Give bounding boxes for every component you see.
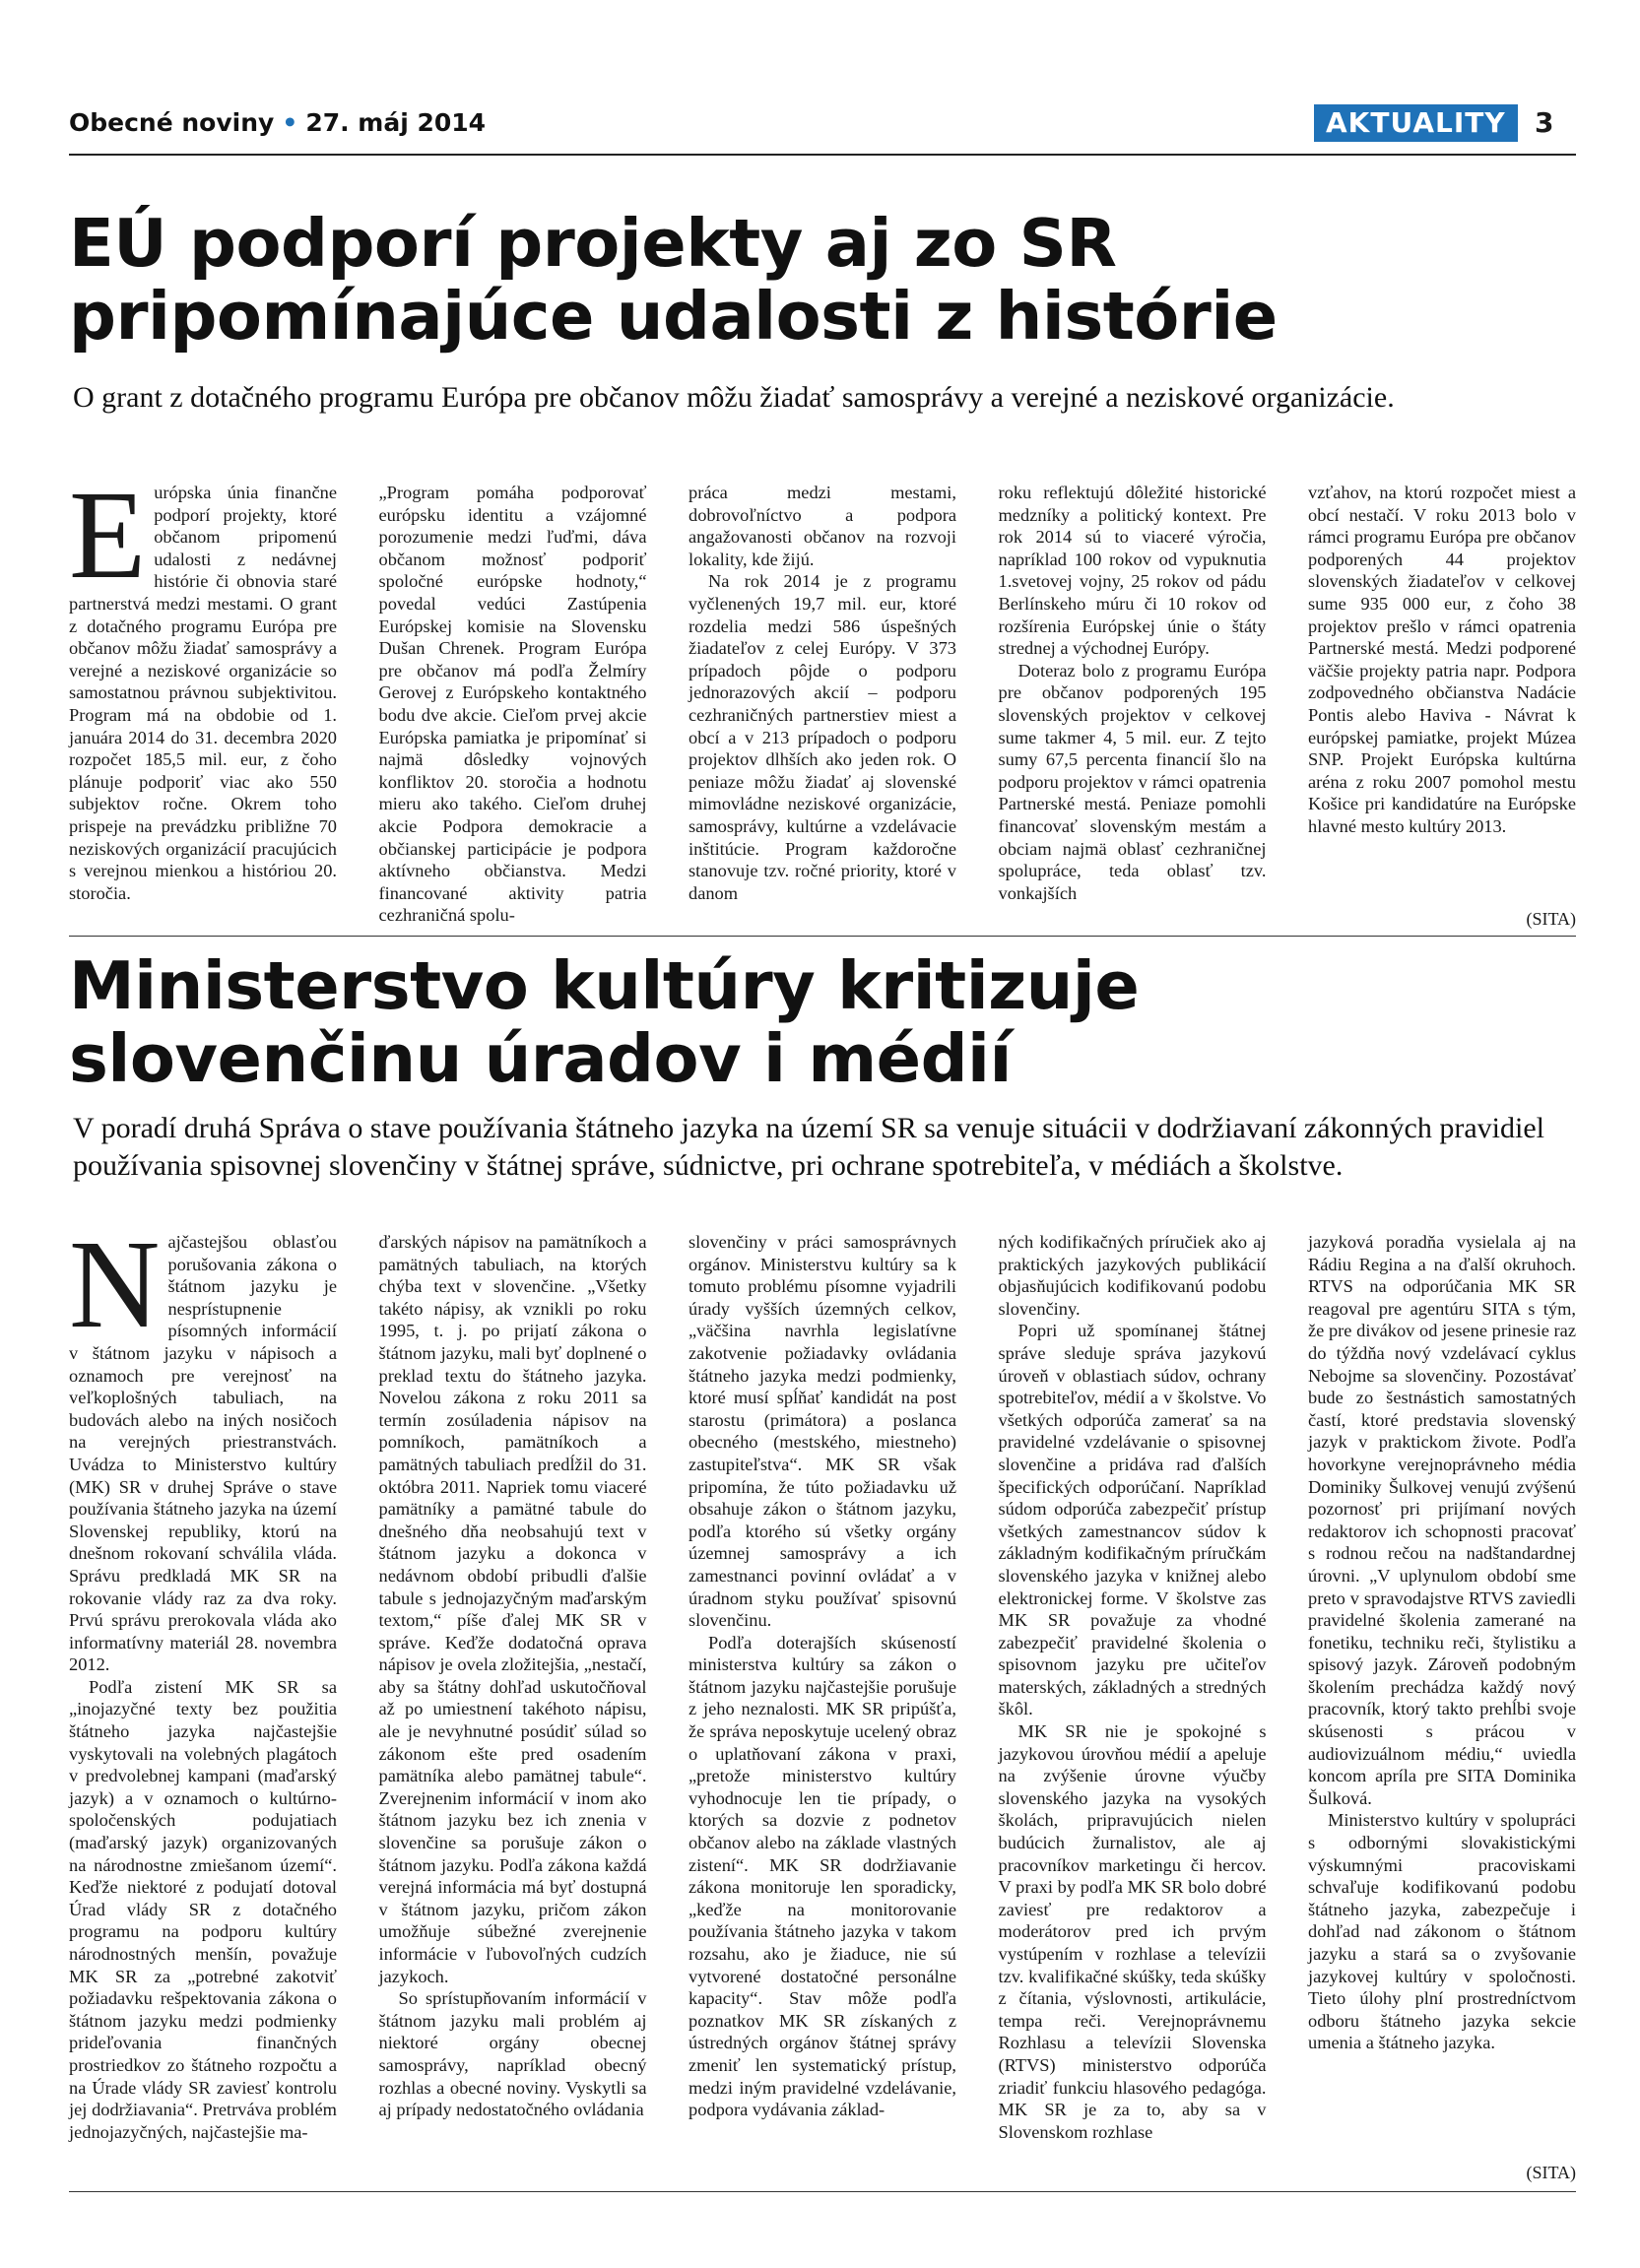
article1-headline-line2: pripomínajúce udalosti z histórie: [69, 278, 1278, 355]
article1-lead: O grant z dotačného programu Európa pre občanov môžu žiadať samosprávy a verejné a neziskové organizácie.: [73, 381, 1395, 414]
article2-headline-line1: Ministerstvo kultúry kritizuje: [69, 947, 1140, 1024]
article1-column-2: [378, 482, 647, 926]
article-divider: [69, 936, 1576, 937]
article1-paragraph: Doteraz bolo z programu Európa pre občanov podporených 195 slovenských projektov v celkovej sume takmer 4, 5 mil. eur. Z tejto sumy 67,5 percenta financií šlo na podporu projektov v rámci opatrenia Partnerské mestá. Peniaze pomohli financovať slovenským mestám a obciam najmä oblasť cezhraničnej spolupráce, teda oblasť tzv. vonkajších: [998, 660, 1267, 903]
article1-source: (SITA): [1526, 909, 1576, 929]
newspaper-name: [69, 108, 486, 137]
article1-paragraph: Európska únia finančne podporí projekty, ktoré občanom pripomenú udalosti z nedávnej histórie či obnovia staré partnerstvá medzi mestami. O grant z dotačného programu Európa pre občanov môžu žiadať samosprávy a verejné a neziskové organizácie so samostatnou právnou subjektivitou. Program má na obdobie od 1. januára 2014 do 31. decembra 2020 rozpočet 185,5 mil. eur, z čoho plánuje podporiť viac ako 550 subjektov ročne. Okrem toho prispeje na prevádzku približne 70 neziskových organizácií pracujúcich s verejnou mienkou a históriou 20. storočia.: [69, 465, 337, 903]
header-divider: [69, 154, 1576, 156]
article2-paragraph: ďarských nápisov na pamätníkoch a pamätných tabuliach, na ktorých chýba text v slovenčine. „Všetky takéto nápisy, ak vznikli po roku 1995, t. j. po prijatí zákona o štátnom jazyku, mali byť doplnené o preklad textu do štátneho jazyka. Novelou zákona z roku 2011 sa termín zosúladenia nápisov na pomníkoch, pamätníkoch a pamätných tabuliach predĺžil do 31. októbra 2011. Napriek tomu viaceré pamätníky a pamätné tabule do dnešného dňa neobsahujú text v štátnom jazyku a dokonca v nedávnom období pribudli ďalšie tabule s jednojazyčným maďarským textom,“ píše ďalej MK SR v správe. Keďže dodatočná oprava nápisov je ovela zložitejšia, „nestačí, aby sa štátny dohľad uskutočňoval až po umiestnení takéhoto nápisu, ale je nevyhnutné posúdiť súlad so zákonom ešte pred osadením pamätníka alebo pamätnej tabule“. Zverejnenim informácií v inom ako štátnom jazyku bez ich znenia v slovenčine sa porušuje zákon o štátnom jazyku. Podľa zákona každá verejná informácia má byť dostupná v štátnom jazyku, pričom zákon umožňuje súbežné zverejnenie informácie v ľubovoľných cudzích jazykoch.: [378, 1232, 647, 1986]
page-header: [69, 104, 1576, 146]
article2-paragraph: Najčastejšou oblasťou porušovania zákona o štátnom jazyku je nesprístupnenie písomných informácií v štátnom jazyku v nápisoch a oznamoch pre verejnosť na veľkoplošných tabuliach, na budovách alebo na iných nosičoch na verejných priestranstvách. Uvádza to Ministerstvo kultúry (MK) SR v druhej Správe o stave používania štátneho jazyka na území Slovenskej republiky, ktorú na dnešnom rokovaní schválila vláda. Správu predkladá MK SR na rokovanie vlády raz za dva roky. Prvú správu prerokovala vláda ako informatívny materiál 28. novembra 2012.: [69, 1214, 337, 1675]
article2-column-3: [689, 1231, 956, 2157]
article1-paragraph: Na rok 2014 je z programu vyčlenených 19,7 mil. eur, ktoré rozdelia medzi 586 úspešných žiadateľov z celej Európy. V 373 prípadoch pôjde o podporu jednorazových akcií – podporu cezhraničných partnerstiev miest a obcí a v 213 prípadoch o podporu projektov dlhších ako jeden rok. O peniaze môžu žiadať aj slovenské mimovládne neziskové organizácie, samosprávy, kultúrne a vzdelávacie inštitúcie. Program každoročne stanovuje tzv. ročné priority, ktoré v danom: [689, 571, 956, 903]
article2-lead: V poradí druhá Správa o stave používania štátneho jazyka na území SR sa venuje situácii v dodržiavaní zákonných pravidiel používania spisovnej slovenčiny v štátnej správe, súdnictve, pri ochrane spotrebiteľa, v médiách a školstve.: [73, 1112, 1544, 1182]
article1-column-1: [69, 465, 337, 903]
article2-paragraph: Podľa doterajších skúseností ministerstva kultúry sa zákon o štátnom jazyku najčastejšie porušuje z jeho neznalosti. MK SR pripúšťa, že správa neposkytuje ucelený obraz o uplatňovaní zákona v praxi, „pretože ministerstvo kultúry vyhodnocuje len tie prípady, o ktorých sa dozvie z podnetov občanov alebo na základe vlastných zistení“. MK SR dodržiavanie zákona monitoruje len sporadicky, „keďže na monitorovanie používania štátneho jazyka v takom rozsahu, ako je žiaduce, nie sú vytvorené dostatočné personálne kapacity“. Stav môže podľa poznatkov MK SR získaných z ústredných orgánov štátnej správy zmeniť len systematický prístup, medzi iným pravidelné vzdelávanie, podpora vydávania základ-: [689, 1632, 956, 2120]
article2-headline-line2: slovenčinu úradov i médií: [69, 1020, 1012, 1097]
article2-body: [69, 1214, 1576, 2157]
article2-column-5: [1308, 1231, 1576, 2157]
article2-paragraph: slovenčiny v práci samosprávnych orgánov. Ministerstvu kultúry sa k tomuto problému písomne vyjadrili úrady vyšších územných celkov, „väčšina navrhla legislatívne zakotvenie požiadavky ovládania štátneho jazyka medzi podmienky, ktoré musí spĺňať kandidát na post starostu (primátora) a poslanca obecného (mestského, miestneho) zastupiteľstva“. MK SR však pripomína, že túto požiadavku už obsahuje zákon o štátnom jazyku, podľa ktorého sú všetky orgány územnej samosprávy a ich zamestnanci povinní ovládať a v úradnom styku používať spisovnú slovenčinu.: [689, 1232, 956, 1631]
article2-paragraph: MK SR nie je spokojné s jazykovou úrovňou médií a apeluje na zvýšenie úrovne výučby slovenského jazyka na vysokých školách, pripravujúcich nielen budúcich žurnalistov, ale aj pracovníkov marketingu či hercov. V praxi by podľa MK SR bolo dobré zaviesť pre redaktorov a moderátorov pred ich prvým vystúpením v rozhlase a televízii tzv. kvalifikačné skúšky, teda skúšky z čítania, výslovnosti, artikulácie, tempa reči. Verejnoprávnemu Rozhlasu a televízii Slovenska (RTVS) ministerstvo odporúča zriadiť funkciu hlasového pedagóga. MK SR je za to, aby sa v Slovenskom rozhlase: [998, 1721, 1267, 2142]
issue-date: 27. máj 2014: [305, 108, 487, 137]
article1-paragraph: „Program pomáha podporovať európsku identitu a vzájomné porozumenie medzi ľuďmi, dáva občanom možnosť podporiť spoločné európske hodnoty,“ povedal vedúci Zastúpenia Európskej komisie na Slovensku Dušan Chrenek. Program Európa pre občanov má podľa Želmíry Gerovej z Európskeho kontaktného bodu dve akcie. Cieľom prvej akcie Európska pamiatka je pripomínať si najmä dôsledky vojnových konfliktov 20. storočia a hodnotu mieru ako takého. Cieľom druhej akcie Podpora demokracie a občianskej participácie je podpora aktívneho občianstva. Medzi financované aktivity patria cezhraničná spolu-: [378, 483, 647, 926]
article1-paragraph: práca medzi mestami, dobrovoľníctvo a podpora angažovanosti občanov na rozvoji lokality, kde žijú.: [689, 483, 956, 569]
article2-paragraph: Podľa zistení MK SR sa „inojazyčné texty bez použitia štátneho jazyka najčastejšie vyskytovali na volebných plagátoch v predvolebnej kampani (maďarský jazyk) a v oznamoch o kultúrno-spoločenských podujatiach (maďarský jazyk) organizovaných na národnostne zmiešanom území“. Keďže niektoré z podujatí dotoval Úrad vlády SR z dotačného programu na podporu kultúry národnostných menšín, považuje MK SR za „potrebné zakotviť požiadavku rešpektovania zákona o štátnom jazyku medzi podmienky prideľovania finančných prostriedkov zo štátneho rozpočtu a na Úrade vlády SR zaviesť kontrolu jej dodržiavania“. Pretrváva problém jednojazyčných, najčastejšie ma-: [69, 1676, 337, 2142]
article2-paragraph: So sprístupňovaním informácií v štátnom jazyku mali problém aj niektoré orgány obecnej samosprávy, napríklad obecný rozhlas a obecné noviny. Vyskytli sa aj prípady nedostatočného ovládania: [378, 1988, 647, 2120]
separator-dot: •: [282, 108, 298, 137]
article2-paragraph: Ministerstvo kultúry v spolupráci s odbornými slovakistickými výskumnými pracoviskami schvaľuje kodifikovanú podobu štátneho jazyka, zabezpečuje i dohľad nad zákonom o štátnom jazyku a stará sa o zvyšovanie jazykovej kultúry v spoločnosti. Tieto úlohy plní prostredníctvom odboru štátneho jazyka sekcie umenia a štátneho jazyka.: [1308, 1810, 1576, 2053]
article1-paragraph: roku reflektujú dôležité historické medzníky a politický kontext. Pre rok 2014 sú to viaceré výročia, napríklad 100 rokov od vypuknutia 1.svetovej vojny, 25 rokov od pádu Berlínskeho múru či 10 rokov od rozšírenia Európskej únie o štáty strednej a východnej Európy.: [998, 483, 1267, 659]
article1-headline: [69, 207, 1278, 353]
article2-dropcap: N: [69, 1214, 161, 1354]
paper-title: Obecné noviny: [69, 108, 275, 137]
page-number: 3: [1535, 106, 1554, 139]
page-bottom-divider: [69, 2191, 1576, 2192]
article1-paragraph: vzťahov, na ktorú rozpočet miest a obcí nestačí. V roku 2013 bolo v rámci programu Európa pre občanov podporených 44 projektov slovenských žiadateľov v celkovej sume 935 000 eur, z čoho 38 projektov prešlo v rámci opatrenia Partnerské mestá. Medzi podporené väčšie projekty patria napr. Podpora zodpovedného občianstva Nadácie Pontis alebo Haviva - Návrat k európskej pamiatke, projekt Múzea SNP. Projekt Európska kultúrna aréna z roku 2007 pomohol mestu Košice pri kandidatúre na Európske hlavné mesto kultúry 2013.: [1308, 483, 1576, 836]
article1-column-3: [689, 482, 956, 903]
article2-paragraph: ných kodifikačných príručiek ako aj praktických jazykových publikácií objasňujúcich kodifikovanú podobu slovenčiny.: [998, 1232, 1267, 1319]
article2-paragraph: jazyková poradňa vysielala aj na Rádiu Regina a na ďalší okruhoch. RTVS na odporúčania MK SR reagoval pre agentúru SITA s tým, že pre divákov od jesene prinesie raz do týždňa nový vzdelávací cyklus Nebojme sa slovenčiny. Pozostávať bude zo šestnástich samostatných častí, ktoré predstavia slovenský jazyk v praktickom živote. Podľa hovorkyne verejnoprávneho média Dominiky Šulkovej venujú zvýšenú pozornosť pri prijímaní nových redaktorov ich schopnosti pracovať s rodnou rečou na nadštandardnej úrovni. „V uplynulom období sme preto v spravodajstve RTVS zaviedli pravidelné školenia zamerané na fonetiku, techniku reči, štylistiku a spisový jazyk. Zároveň podobným školením prechádza každý nový pracovník, ktorý takto prehĺbi svoje skúsenosti s prácou v audiovizuálnom médiu,“ uviedla koncom apríla pre SITA Dominika Šulková.: [1308, 1232, 1576, 1808]
article2-paragraph: Popri už spomínanej štátnej správe sleduje správa jazykovú úroveň v oblastiach súdov, ochrany spotrebiteľov, médií a v školstve. Vo všetkých odporúča zamerať sa na pravidelné vzdelávanie o spisovnej slovenčine a pridáva rad ďalších špecifických odporúčaní. Napríklad súdom odporúča zabezpečiť prístup všetkých zamestnancov súdov k základným kodifikačným príručkám slovenského jazyka v knižnej alebo elektronickej forme. V školstve zas MK SR považuje za vhodné zabezpečiť pravidelné školenia o spisovnom jazyku pre učiteľov materských, základných a stredných škôl.: [998, 1321, 1267, 1719]
article1-column-4: [998, 482, 1267, 903]
article2-column-1: [69, 1214, 337, 2157]
article2-column-2: [379, 1231, 647, 2157]
article2-headline: [69, 949, 1139, 1095]
article1-dropcap: E: [69, 465, 147, 605]
article1-headline-line1: EÚ podporí projekty aj zo SR: [69, 205, 1117, 282]
article1-column-5: [1308, 482, 1576, 897]
section-label: AKTUALITY: [1314, 104, 1518, 142]
article2-column-4: [999, 1231, 1267, 2157]
article2-source: (SITA): [1526, 2163, 1576, 2182]
